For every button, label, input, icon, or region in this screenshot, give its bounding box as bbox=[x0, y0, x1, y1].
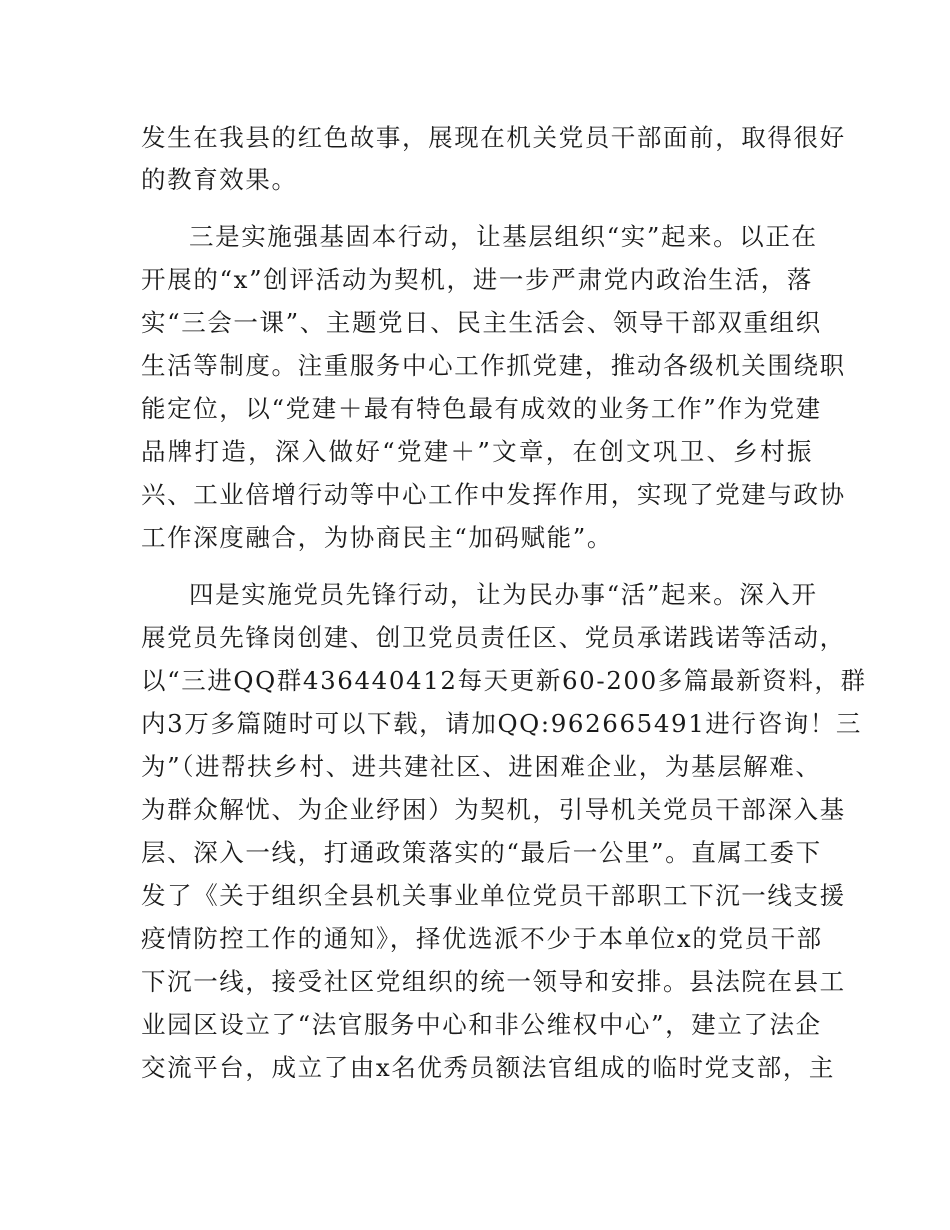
text-line: 内3万多篇随时可以下载，请加QQ:962665491进行咨询！三 bbox=[141, 709, 862, 738]
text-line: 业园区设立了“法官服务中心和非公维权中心”，建立了法企 bbox=[141, 1010, 822, 1039]
text-line: 品牌打造，深入做好“党建＋”文章，在创文巩卫、乡村振 bbox=[141, 437, 813, 466]
text-line: 的教育效果。 bbox=[141, 165, 298, 194]
text-line: 展党员先锋岗创建、创卫党员责任区、党员承诺践诺等活动， bbox=[141, 623, 846, 652]
text-line: 三是实施强基固本行动，让基层组织“实”起来。以正在 bbox=[189, 222, 818, 251]
text-line: 发了《关于组织全县机关事业单位党员干部职工下沉一线支援 bbox=[141, 881, 846, 910]
text-line: 工作深度融合，为协商民主“加码赋能”。 bbox=[141, 523, 613, 552]
text-line: 交流平台，成立了由x名优秀员额法官组成的临时党支部，主 bbox=[141, 1053, 836, 1082]
text-line: 兴、工业倍增行动等中心工作中发挥作用，实现了党建与政协 bbox=[141, 480, 846, 509]
text-line: 疫情防控工作的通知》，择优选派不少于本单位x的党员干部 bbox=[141, 924, 823, 953]
text-line: 层、深入一线，打通政策落实的“最后一公里”。直属工委下 bbox=[141, 838, 822, 867]
text-line: 开展的“x”创评活动为契机，进一步严肃党内政治生活，落 bbox=[141, 265, 813, 294]
text-line: 四是实施党员先锋行动，让为民办事“活”起来。深入开 bbox=[189, 580, 818, 609]
text-line: 下沉一线，接受社区党组织的统一领导和安排。县法院在县工 bbox=[141, 967, 846, 996]
text-line: 为群众解忧、为企业纾困）为契机，引导机关党员干部深入基 bbox=[141, 795, 846, 824]
text-line: 为”（进帮扶乡村、进共建社区、进困难企业，为基层解难、 bbox=[141, 752, 822, 781]
text-line: 发生在我县的红色故事，展现在机关党员干部面前，取得很好 bbox=[141, 123, 846, 152]
text-line: 能定位，以“党建＋最有特色最有成效的业务工作”作为党建 bbox=[141, 394, 822, 423]
text-line: 以“三进QQ群436440412每天更新60-200多篇最新资料，群 bbox=[141, 666, 867, 695]
text-line: 实“三会一课”、主题党日、民主生活会、领导干部双重组织 bbox=[141, 308, 822, 337]
text-line: 生活等制度。注重服务中心工作抓党建，推动各级机关围绕职 bbox=[141, 351, 846, 380]
